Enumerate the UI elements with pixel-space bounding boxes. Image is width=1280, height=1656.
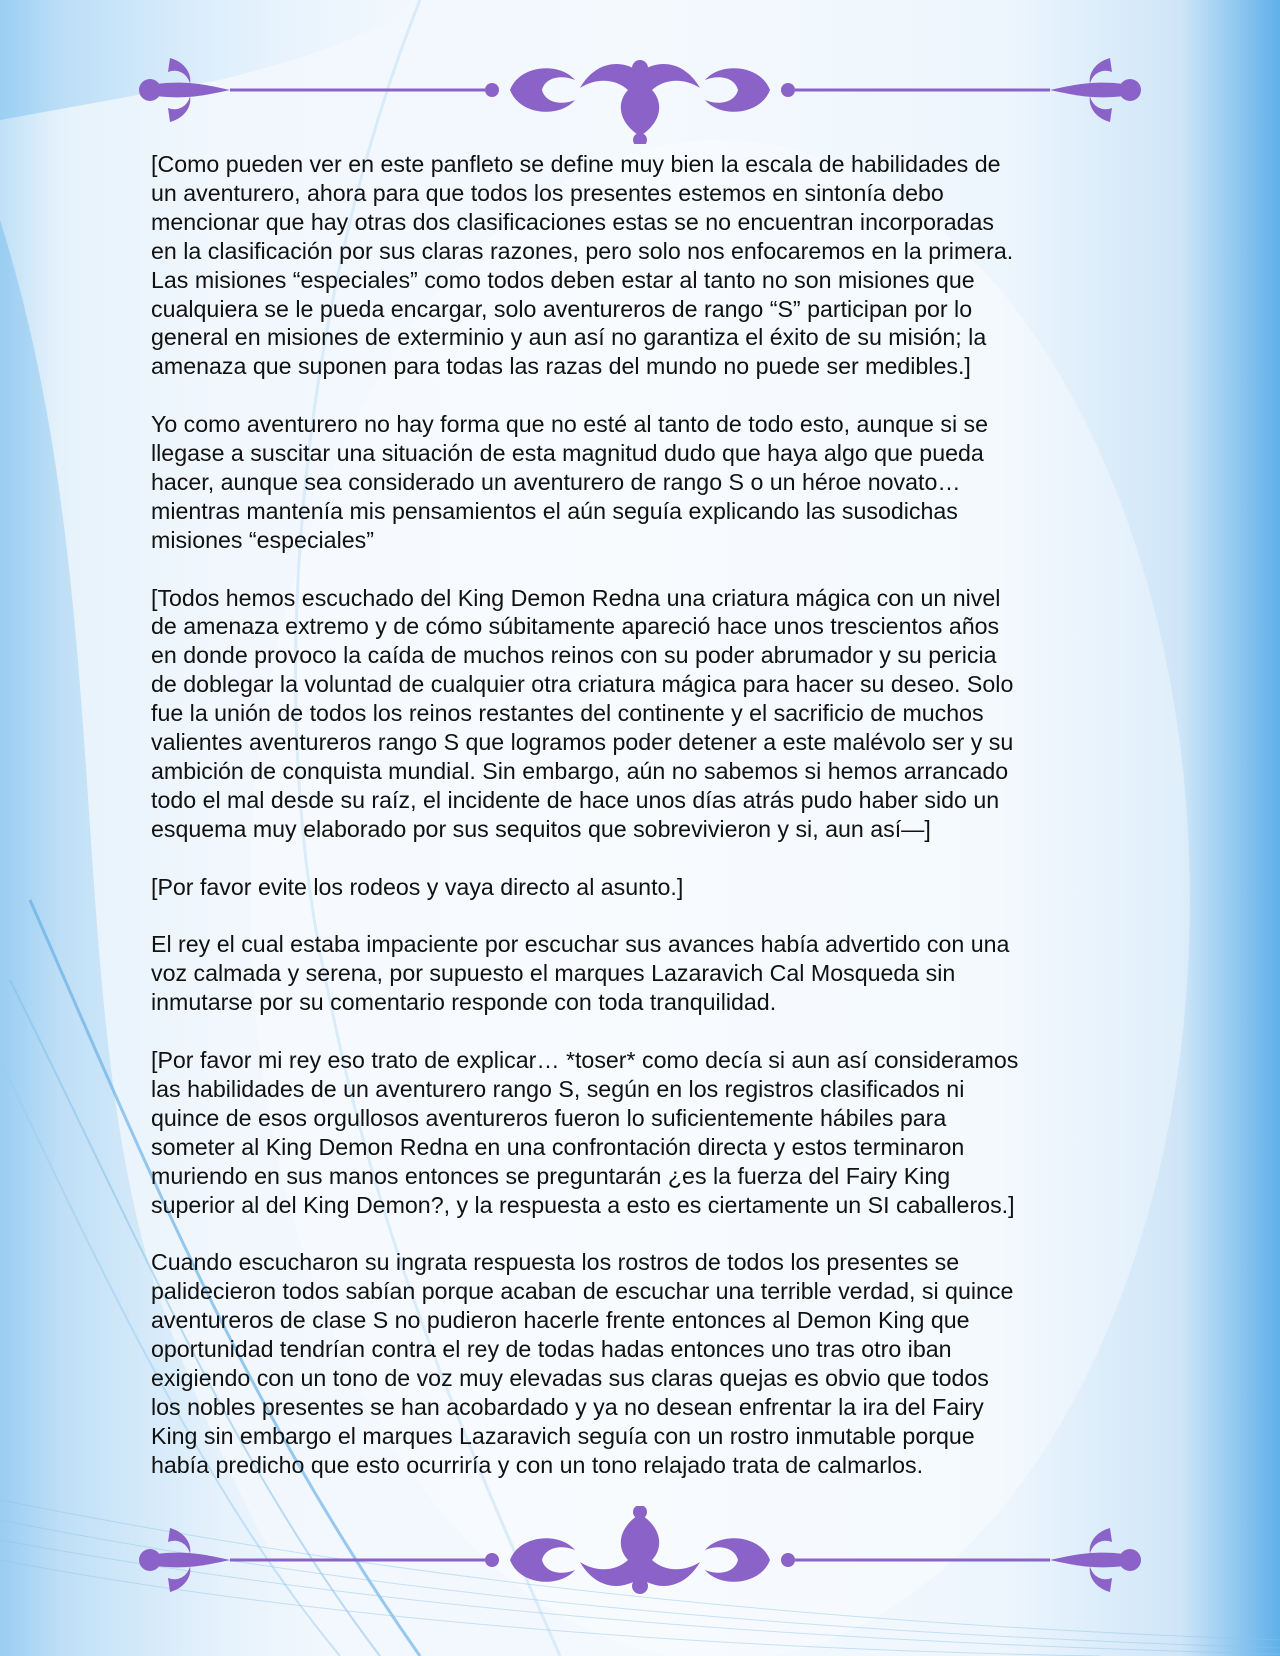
paragraph-3: [Todos hemos escuchado del King Demon Redna una criatura mágica con un nivel de amenaza extremo y de cómo súbitamente apareció hace unos trescientos años en donde provoco la caída de muchos reinos con su poder abrumador y su pericia de doblegar la voluntad de cualquier otra criatura mágica para hacer su deseo. Solo fue la unión de todos los reinos restantes del continente y el sacrificio de muchos valientes aventureros rango S que logramos poder detener a este malévolo ser y su ambición de conquista mundial. Sin embargo, aún no sabemos si hemos arrancado todo el mal desde su raíz, el incidente de hace unos días atrás pudo haber sido un esquema muy elaborado por sus sequitos que sobrevivieron y si, aun así—]	[151, 584, 1014, 842]
paragraph-7: Cuando escucharon su ingrata respuesta los rostros de todos los presentes se palidecieron todos sabían porque acaban de escuchar una terrible verdad, si quince aventureros de clase S no pudieron hacerle frente entonces al Demon King que oportunidad tendrían contra el rey de todas hadas entonces uno tras otro iban exigiendo con un tono de voz muy elevadas sus claras quejas es obvio que todos los nobles presentes se han acobardado y ya no desean enfrentar la ira del Fairy King sin embargo el marques Lazaravich seguía con un rostro inmutable porque había predicho que esto ocurriría y con un tono relajado trata de calmarlos.	[151, 1249, 1014, 1478]
bottom-flourish-ornament	[130, 1506, 1150, 1606]
paragraph-1: [Como pueden ver en este panfleto se define muy bien la escala de habilidades de un aventurero, ahora para que todos los presentes estemos en sintonía debo mencionar que hay otras dos clasificaciones estas se no encuentran incorporadas en la clasificación por sus claras razones, pero solo nos enfocaremos en la primera. Las misiones “especiales” como todos deben estar al tanto no son misiones que cualquiera se le pueda encargar, solo aventureros de rango “S” participan por lo general en misiones de exterminio y aun así no garantiza el éxito de su misión; la amenaza que suponen para todas las razas del mundo no puede ser medibles.]	[151, 151, 1014, 380]
body-text	[151, 150, 1101, 1508]
paragraph-5: El rey el cual estaba impaciente por escuchar sus avances había advertido con una voz calmada y serena, por supuesto el marques Lazaravich Cal Mosqueda sin inmutarse por su comentario responde con toda tranquilidad.	[151, 931, 1010, 1016]
paragraph-2: Yo como aventurero no hay forma que no esté al tanto de todo esto, aunque si se llegase a suscitar una situación de esta magnitud dudo que haya algo que pueda hacer, aunque sea considerado un aventurero de rango S o un héroe novato… mientras mantenía mis pensamientos el aún seguía explicando las susodichas misiones “especiales”	[151, 411, 989, 553]
paragraph-4: [Por favor evite los rodeos y vaya directo al asunto.]	[151, 873, 684, 900]
top-flourish-ornament	[130, 44, 1150, 144]
paragraph-6: [Por favor mi rey eso trato de explicar… *toser* como decía si aun así consideramos las habilidades de un aventurero rango S, según en los registros clasificados ni quince de esos orgullosos aventureros fueron lo suficientemente hábiles para someter al King Demon Redna en una confrontación directa y estos terminaron muriendo en sus manos entonces se preguntarán ¿es la fuerza del Fairy King superior al del King Demon?, y la respuesta a esto es ciertamente un SI caballeros.]	[151, 1047, 1019, 1218]
